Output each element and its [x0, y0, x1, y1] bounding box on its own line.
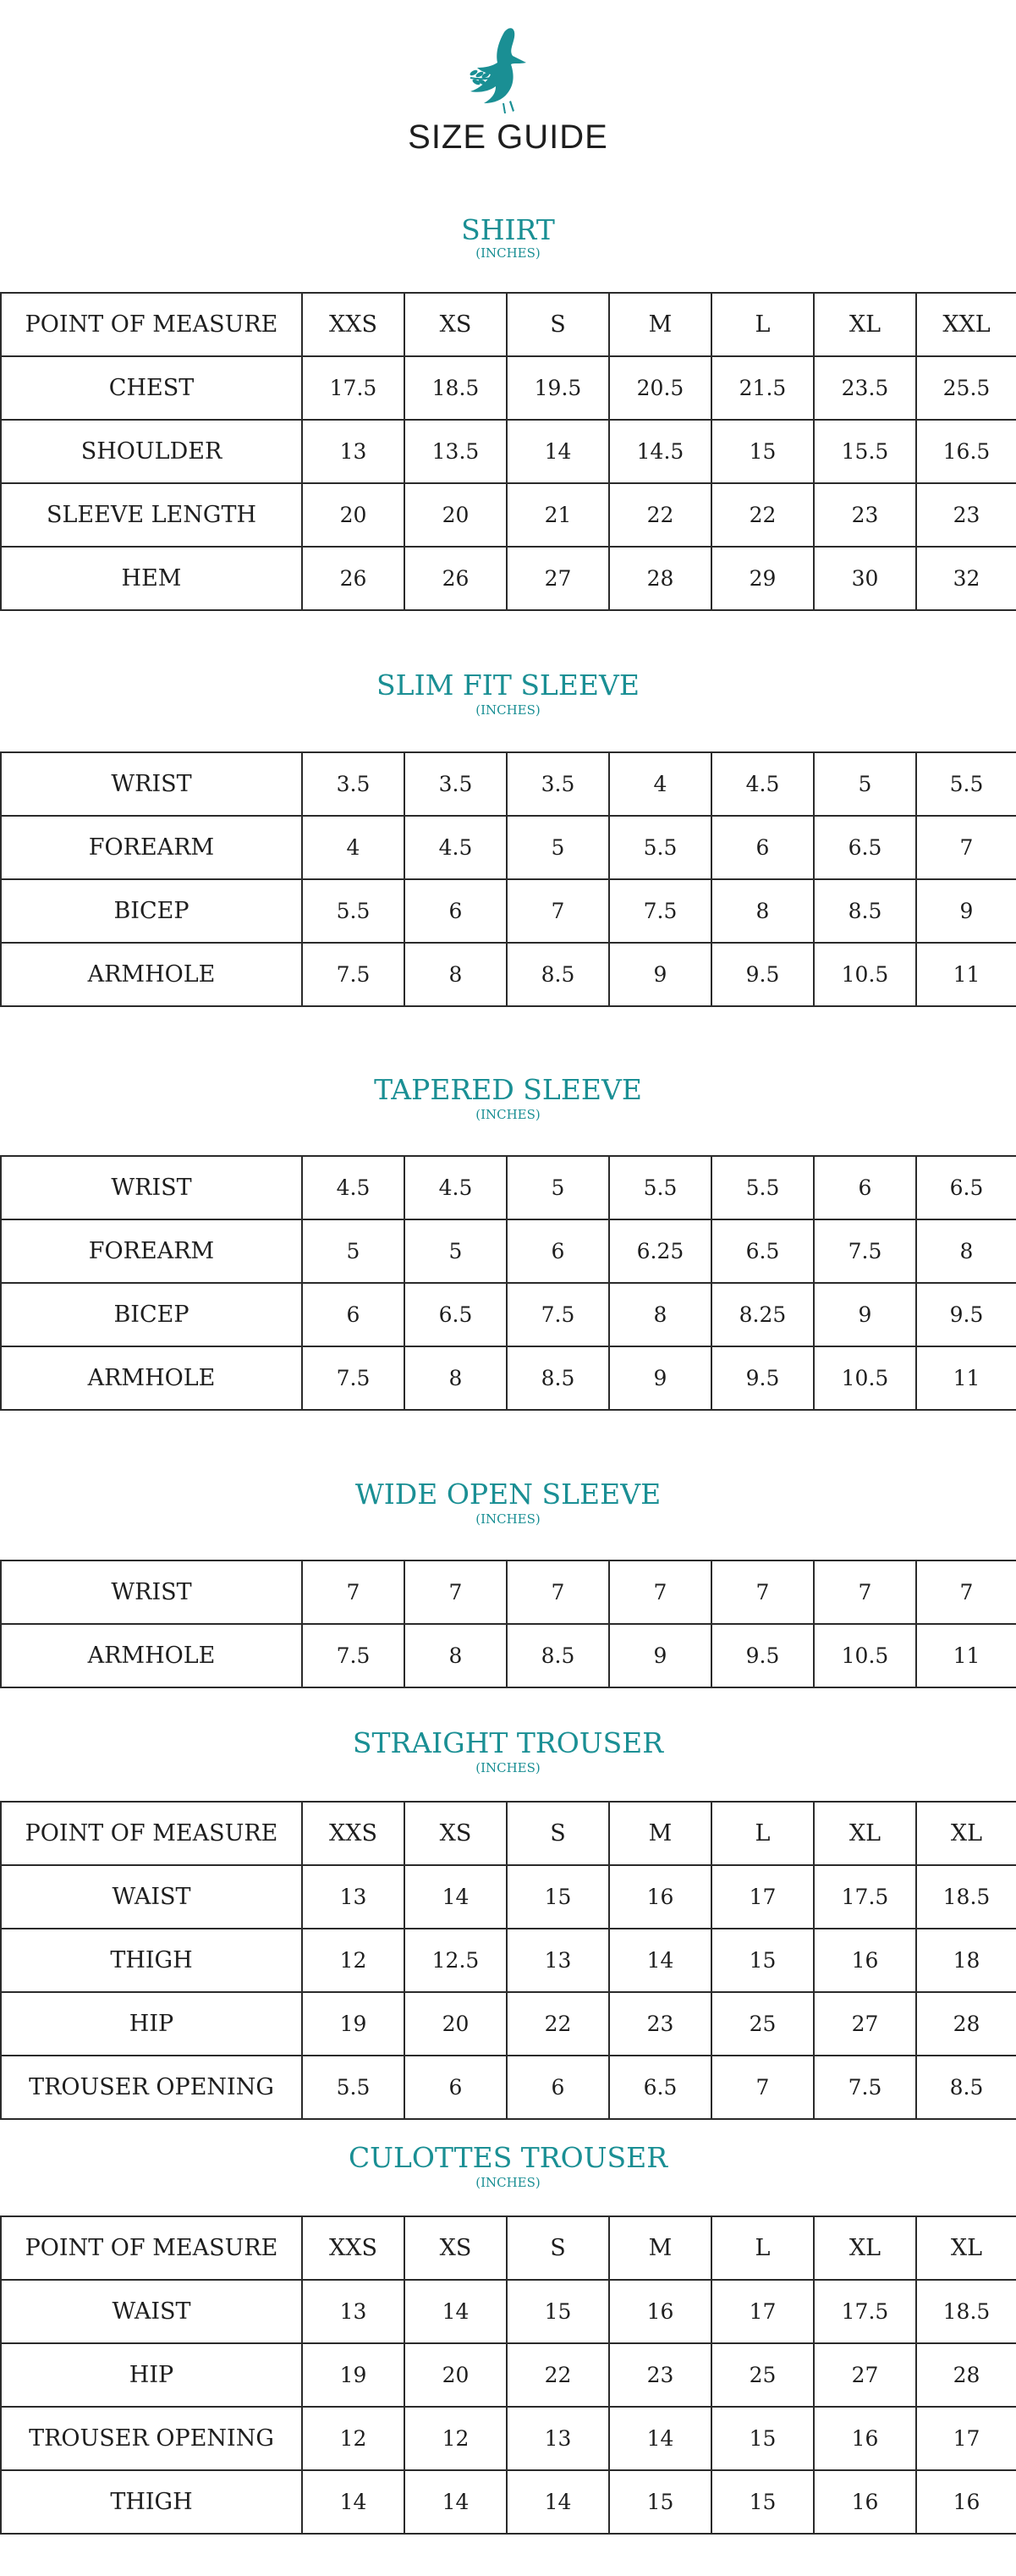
table-row	[1, 2407, 1016, 2470]
column-header-size: M	[609, 2216, 711, 2280]
table-cell: 29	[711, 547, 814, 610]
table-cell: 17	[711, 1865, 814, 1929]
table-cell: 14	[609, 1929, 711, 1992]
section-title-slim-fit-sleeve: SLIM FIT SLEEVE	[376, 669, 640, 702]
table-cell: 6.5	[609, 2056, 711, 2119]
column-header-measure: POINT OF MEASURE	[1, 293, 302, 356]
table-cell: 32	[916, 547, 1016, 610]
table-row	[1, 2280, 1016, 2343]
row-label: FOREARM	[1, 1219, 302, 1283]
table-cell: 7	[711, 2056, 814, 2119]
table-row	[1, 752, 1016, 816]
table-cell: 19	[302, 2343, 404, 2407]
table-cell: 6.5	[711, 1219, 814, 1283]
column-header-size: M	[609, 293, 711, 356]
column-header-size: S	[507, 293, 609, 356]
table-cell: 13.5	[404, 420, 507, 483]
size-table-tapered-sleeve	[0, 1155, 1016, 1411]
table-cell: 16	[814, 2470, 916, 2534]
table-row	[1, 356, 1016, 420]
table-cell: 9.5	[711, 1346, 814, 1410]
table-cell: 7	[916, 1560, 1016, 1624]
table-header-row	[1, 293, 1016, 356]
table-cell: 6	[814, 1156, 916, 1219]
table-cell: 5	[507, 1156, 609, 1219]
table-cell: 15	[711, 420, 814, 483]
table-cell: 7.5	[302, 1624, 404, 1687]
table-cell: 5.5	[609, 816, 711, 879]
table-cell: 20	[404, 2343, 507, 2407]
table-cell: 11	[916, 943, 1016, 1006]
page-title: SIZE GUIDE	[408, 118, 608, 156]
table-cell: 18.5	[916, 2280, 1016, 2343]
column-header-size: XS	[404, 1802, 507, 1865]
table-cell: 14	[404, 2470, 507, 2534]
row-label: TROUSER OPENING	[1, 2056, 302, 2119]
column-header-size: XL	[916, 1802, 1016, 1865]
table-row	[1, 2056, 1016, 2119]
column-header-size: XL	[814, 293, 916, 356]
table-cell: 6.5	[814, 816, 916, 879]
table-cell: 23.5	[814, 356, 916, 420]
row-label: FOREARM	[1, 816, 302, 879]
row-label: WAIST	[1, 2280, 302, 2343]
column-header-measure: POINT OF MEASURE	[1, 1802, 302, 1865]
table-cell: 13	[302, 2280, 404, 2343]
table-cell: 15	[507, 2280, 609, 2343]
table-cell: 16	[814, 1929, 916, 1992]
section-unit-culottes-trouser: (INCHES)	[475, 2175, 541, 2190]
table-cell: 7.5	[814, 1219, 916, 1283]
row-label: CHEST	[1, 356, 302, 420]
row-label: HEM	[1, 547, 302, 610]
table-row	[1, 1156, 1016, 1219]
column-header-size: M	[609, 1802, 711, 1865]
table-cell: 4	[302, 816, 404, 879]
table-cell: 7	[507, 879, 609, 943]
column-header-size: XXS	[302, 293, 404, 356]
table-row	[1, 420, 1016, 483]
table-cell: 4.5	[302, 1156, 404, 1219]
table-cell: 14.5	[609, 420, 711, 483]
table-row	[1, 1929, 1016, 1992]
table-cell: 14	[507, 2470, 609, 2534]
table-cell: 21	[507, 483, 609, 547]
table-cell: 8.5	[814, 879, 916, 943]
table-cell: 12.5	[404, 1929, 507, 1992]
table-row	[1, 547, 1016, 610]
table-cell: 15	[711, 2407, 814, 2470]
table-cell: 7.5	[814, 2056, 916, 2119]
column-header-size: XXS	[302, 2216, 404, 2280]
size-table-shirt	[0, 292, 1016, 611]
table-row	[1, 1219, 1016, 1283]
row-label: ARMHOLE	[1, 1624, 302, 1687]
table-cell: 14	[302, 2470, 404, 2534]
row-label: SHOULDER	[1, 420, 302, 483]
table-cell: 5	[302, 1219, 404, 1283]
table-cell: 28	[916, 2343, 1016, 2407]
table-cell: 19.5	[507, 356, 609, 420]
table-cell: 16	[916, 2470, 1016, 2534]
table-cell: 5.5	[711, 1156, 814, 1219]
table-cell: 7.5	[302, 1346, 404, 1410]
table-cell: 15	[507, 1865, 609, 1929]
table-cell: 11	[916, 1624, 1016, 1687]
table-cell: 8.5	[507, 1624, 609, 1687]
table-header-row	[1, 2216, 1016, 2280]
table-cell: 25	[711, 2343, 814, 2407]
section-title-straight-trouser: STRAIGHT TROUSER	[352, 1726, 664, 1759]
column-header-size: XXL	[916, 293, 1016, 356]
row-label: ARMHOLE	[1, 943, 302, 1006]
size-table-straight-trouser	[0, 1801, 1016, 2120]
table-header-row	[1, 1802, 1016, 1865]
table-cell: 14	[404, 1865, 507, 1929]
table-cell: 17	[711, 2280, 814, 2343]
table-cell: 6.25	[609, 1219, 711, 1283]
table-row	[1, 2343, 1016, 2407]
table-cell: 20	[404, 1992, 507, 2056]
table-cell: 25	[711, 1992, 814, 2056]
table-cell: 5.5	[609, 1156, 711, 1219]
table-cell: 5	[404, 1219, 507, 1283]
table-cell: 14	[507, 420, 609, 483]
column-header-size: L	[711, 2216, 814, 2280]
column-header-size: L	[711, 1802, 814, 1865]
table-cell: 12	[302, 2407, 404, 2470]
table-cell: 16	[609, 1865, 711, 1929]
dove-icon	[453, 25, 563, 118]
column-header-size: XS	[404, 293, 507, 356]
table-cell: 4.5	[404, 816, 507, 879]
table-cell: 27	[507, 547, 609, 610]
table-cell: 26	[404, 547, 507, 610]
row-label: THIGH	[1, 1929, 302, 1992]
row-label: WAIST	[1, 1865, 302, 1929]
table-cell: 7.5	[609, 879, 711, 943]
row-label: WRIST	[1, 752, 302, 816]
column-header-size: XL	[814, 2216, 916, 2280]
table-row	[1, 1346, 1016, 1410]
section-unit-shirt: (INCHES)	[475, 245, 541, 261]
table-cell: 9	[609, 1346, 711, 1410]
table-cell: 28	[609, 547, 711, 610]
table-cell: 21.5	[711, 356, 814, 420]
column-header-size: L	[711, 293, 814, 356]
table-cell: 7.5	[507, 1283, 609, 1346]
table-cell: 6	[302, 1283, 404, 1346]
table-row	[1, 1624, 1016, 1687]
table-row	[1, 2470, 1016, 2534]
table-cell: 16	[609, 2280, 711, 2343]
table-cell: 14	[609, 2407, 711, 2470]
section-unit-straight-trouser: (INCHES)	[475, 1760, 541, 1775]
table-cell: 17	[916, 2407, 1016, 2470]
table-row	[1, 1865, 1016, 1929]
table-cell: 23	[916, 483, 1016, 547]
table-cell: 11	[916, 1346, 1016, 1410]
table-cell: 7.5	[302, 943, 404, 1006]
column-header-size: S	[507, 1802, 609, 1865]
table-cell: 6	[711, 816, 814, 879]
table-cell: 6.5	[916, 1156, 1016, 1219]
table-cell: 25.5	[916, 356, 1016, 420]
table-cell: 9	[916, 879, 1016, 943]
row-label: BICEP	[1, 879, 302, 943]
table-cell: 13	[302, 420, 404, 483]
section-title-wide-open-sleeve: WIDE OPEN SLEEVE	[354, 1478, 662, 1511]
table-cell: 4.5	[711, 752, 814, 816]
size-table-wide-open-sleeve	[0, 1560, 1016, 1688]
table-cell: 7	[507, 1560, 609, 1624]
table-row	[1, 1560, 1016, 1624]
table-cell: 20.5	[609, 356, 711, 420]
table-cell: 22	[609, 483, 711, 547]
table-cell: 7	[814, 1560, 916, 1624]
column-header-size: XXS	[302, 1802, 404, 1865]
table-cell: 13	[302, 1865, 404, 1929]
table-cell: 8	[404, 1624, 507, 1687]
table-cell: 5.5	[302, 879, 404, 943]
table-row	[1, 816, 1016, 879]
column-header-size: XS	[404, 2216, 507, 2280]
table-cell: 5	[507, 816, 609, 879]
row-label: SLEEVE LENGTH	[1, 483, 302, 547]
table-cell: 9.5	[916, 1283, 1016, 1346]
table-row	[1, 1283, 1016, 1346]
row-label: WRIST	[1, 1156, 302, 1219]
table-cell: 15	[711, 2470, 814, 2534]
table-cell: 6.5	[404, 1283, 507, 1346]
table-cell: 16.5	[916, 420, 1016, 483]
table-cell: 9	[814, 1283, 916, 1346]
table-cell: 15	[609, 2470, 711, 2534]
section-title-tapered-sleeve: TAPERED SLEEVE	[374, 1073, 642, 1106]
table-cell: 8	[711, 879, 814, 943]
table-cell: 22	[711, 483, 814, 547]
table-cell: 9.5	[711, 943, 814, 1006]
row-label: WRIST	[1, 1560, 302, 1624]
table-cell: 26	[302, 547, 404, 610]
table-cell: 5.5	[302, 2056, 404, 2119]
row-label: HIP	[1, 1992, 302, 2056]
table-cell: 22	[507, 1992, 609, 2056]
table-cell: 8	[404, 1346, 507, 1410]
table-cell: 18.5	[404, 356, 507, 420]
table-cell: 15	[711, 1929, 814, 1992]
table-row	[1, 483, 1016, 547]
table-cell: 22	[507, 2343, 609, 2407]
column-header-size: XL	[916, 2216, 1016, 2280]
page-header	[0, 0, 1016, 169]
table-cell: 6	[507, 2056, 609, 2119]
table-cell: 5	[814, 752, 916, 816]
size-table-slim-fit-sleeve	[0, 751, 1016, 1007]
table-cell: 19	[302, 1992, 404, 2056]
section-title-culottes-trouser: CULOTTES TROUSER	[348, 2141, 668, 2174]
table-cell: 23	[814, 483, 916, 547]
table-cell: 9.5	[711, 1624, 814, 1687]
size-table-culottes-trouser	[0, 2215, 1016, 2535]
table-cell: 3.5	[302, 752, 404, 816]
table-row	[1, 879, 1016, 943]
table-cell: 17.5	[302, 356, 404, 420]
table-cell: 9	[609, 1624, 711, 1687]
table-cell: 8.5	[507, 1346, 609, 1410]
row-label: BICEP	[1, 1283, 302, 1346]
table-cell: 15.5	[814, 420, 916, 483]
table-cell: 7	[916, 816, 1016, 879]
table-cell: 12	[302, 1929, 404, 1992]
table-cell: 10.5	[814, 1624, 916, 1687]
table-cell: 13	[507, 2407, 609, 2470]
table-cell: 4.5	[404, 1156, 507, 1219]
table-cell: 8.5	[507, 943, 609, 1006]
table-cell: 8	[916, 1219, 1016, 1283]
row-label: HIP	[1, 2343, 302, 2407]
column-header-size: XL	[814, 1802, 916, 1865]
table-cell: 18.5	[916, 1865, 1016, 1929]
table-cell: 12	[404, 2407, 507, 2470]
table-cell: 17.5	[814, 2280, 916, 2343]
row-label: THIGH	[1, 2470, 302, 2534]
table-cell: 8.5	[916, 2056, 1016, 2119]
table-cell: 27	[814, 2343, 916, 2407]
table-cell: 8.25	[711, 1283, 814, 1346]
table-cell: 30	[814, 547, 916, 610]
table-cell: 6	[507, 1219, 609, 1283]
table-cell: 14	[404, 2280, 507, 2343]
table-cell: 23	[609, 1992, 711, 2056]
table-cell: 10.5	[814, 943, 916, 1006]
table-cell: 18	[916, 1929, 1016, 1992]
table-cell: 28	[916, 1992, 1016, 2056]
table-cell: 9	[609, 943, 711, 1006]
section-unit-slim-fit-sleeve: (INCHES)	[475, 702, 541, 718]
table-cell: 3.5	[507, 752, 609, 816]
table-cell: 7	[302, 1560, 404, 1624]
section-unit-tapered-sleeve: (INCHES)	[475, 1107, 541, 1122]
table-cell: 4	[609, 752, 711, 816]
table-cell: 6	[404, 2056, 507, 2119]
table-cell: 23	[609, 2343, 711, 2407]
table-cell: 7	[711, 1560, 814, 1624]
table-cell: 17.5	[814, 1865, 916, 1929]
table-cell: 16	[814, 2407, 916, 2470]
table-cell: 13	[507, 1929, 609, 1992]
row-label: ARMHOLE	[1, 1346, 302, 1410]
table-cell: 7	[609, 1560, 711, 1624]
table-cell: 20	[302, 483, 404, 547]
table-cell: 8	[609, 1283, 711, 1346]
table-row	[1, 1992, 1016, 2056]
column-header-measure: POINT OF MEASURE	[1, 2216, 302, 2280]
row-label: TROUSER OPENING	[1, 2407, 302, 2470]
column-header-size: S	[507, 2216, 609, 2280]
table-cell: 7	[404, 1560, 507, 1624]
table-cell: 3.5	[404, 752, 507, 816]
table-cell: 27	[814, 1992, 916, 2056]
table-cell: 20	[404, 483, 507, 547]
table-cell: 5.5	[916, 752, 1016, 816]
table-cell: 8	[404, 943, 507, 1006]
table-cell: 6	[404, 879, 507, 943]
section-title-shirt: SHIRT	[461, 213, 555, 246]
table-row	[1, 943, 1016, 1006]
section-unit-wide-open-sleeve: (INCHES)	[475, 1511, 541, 1527]
table-cell: 10.5	[814, 1346, 916, 1410]
